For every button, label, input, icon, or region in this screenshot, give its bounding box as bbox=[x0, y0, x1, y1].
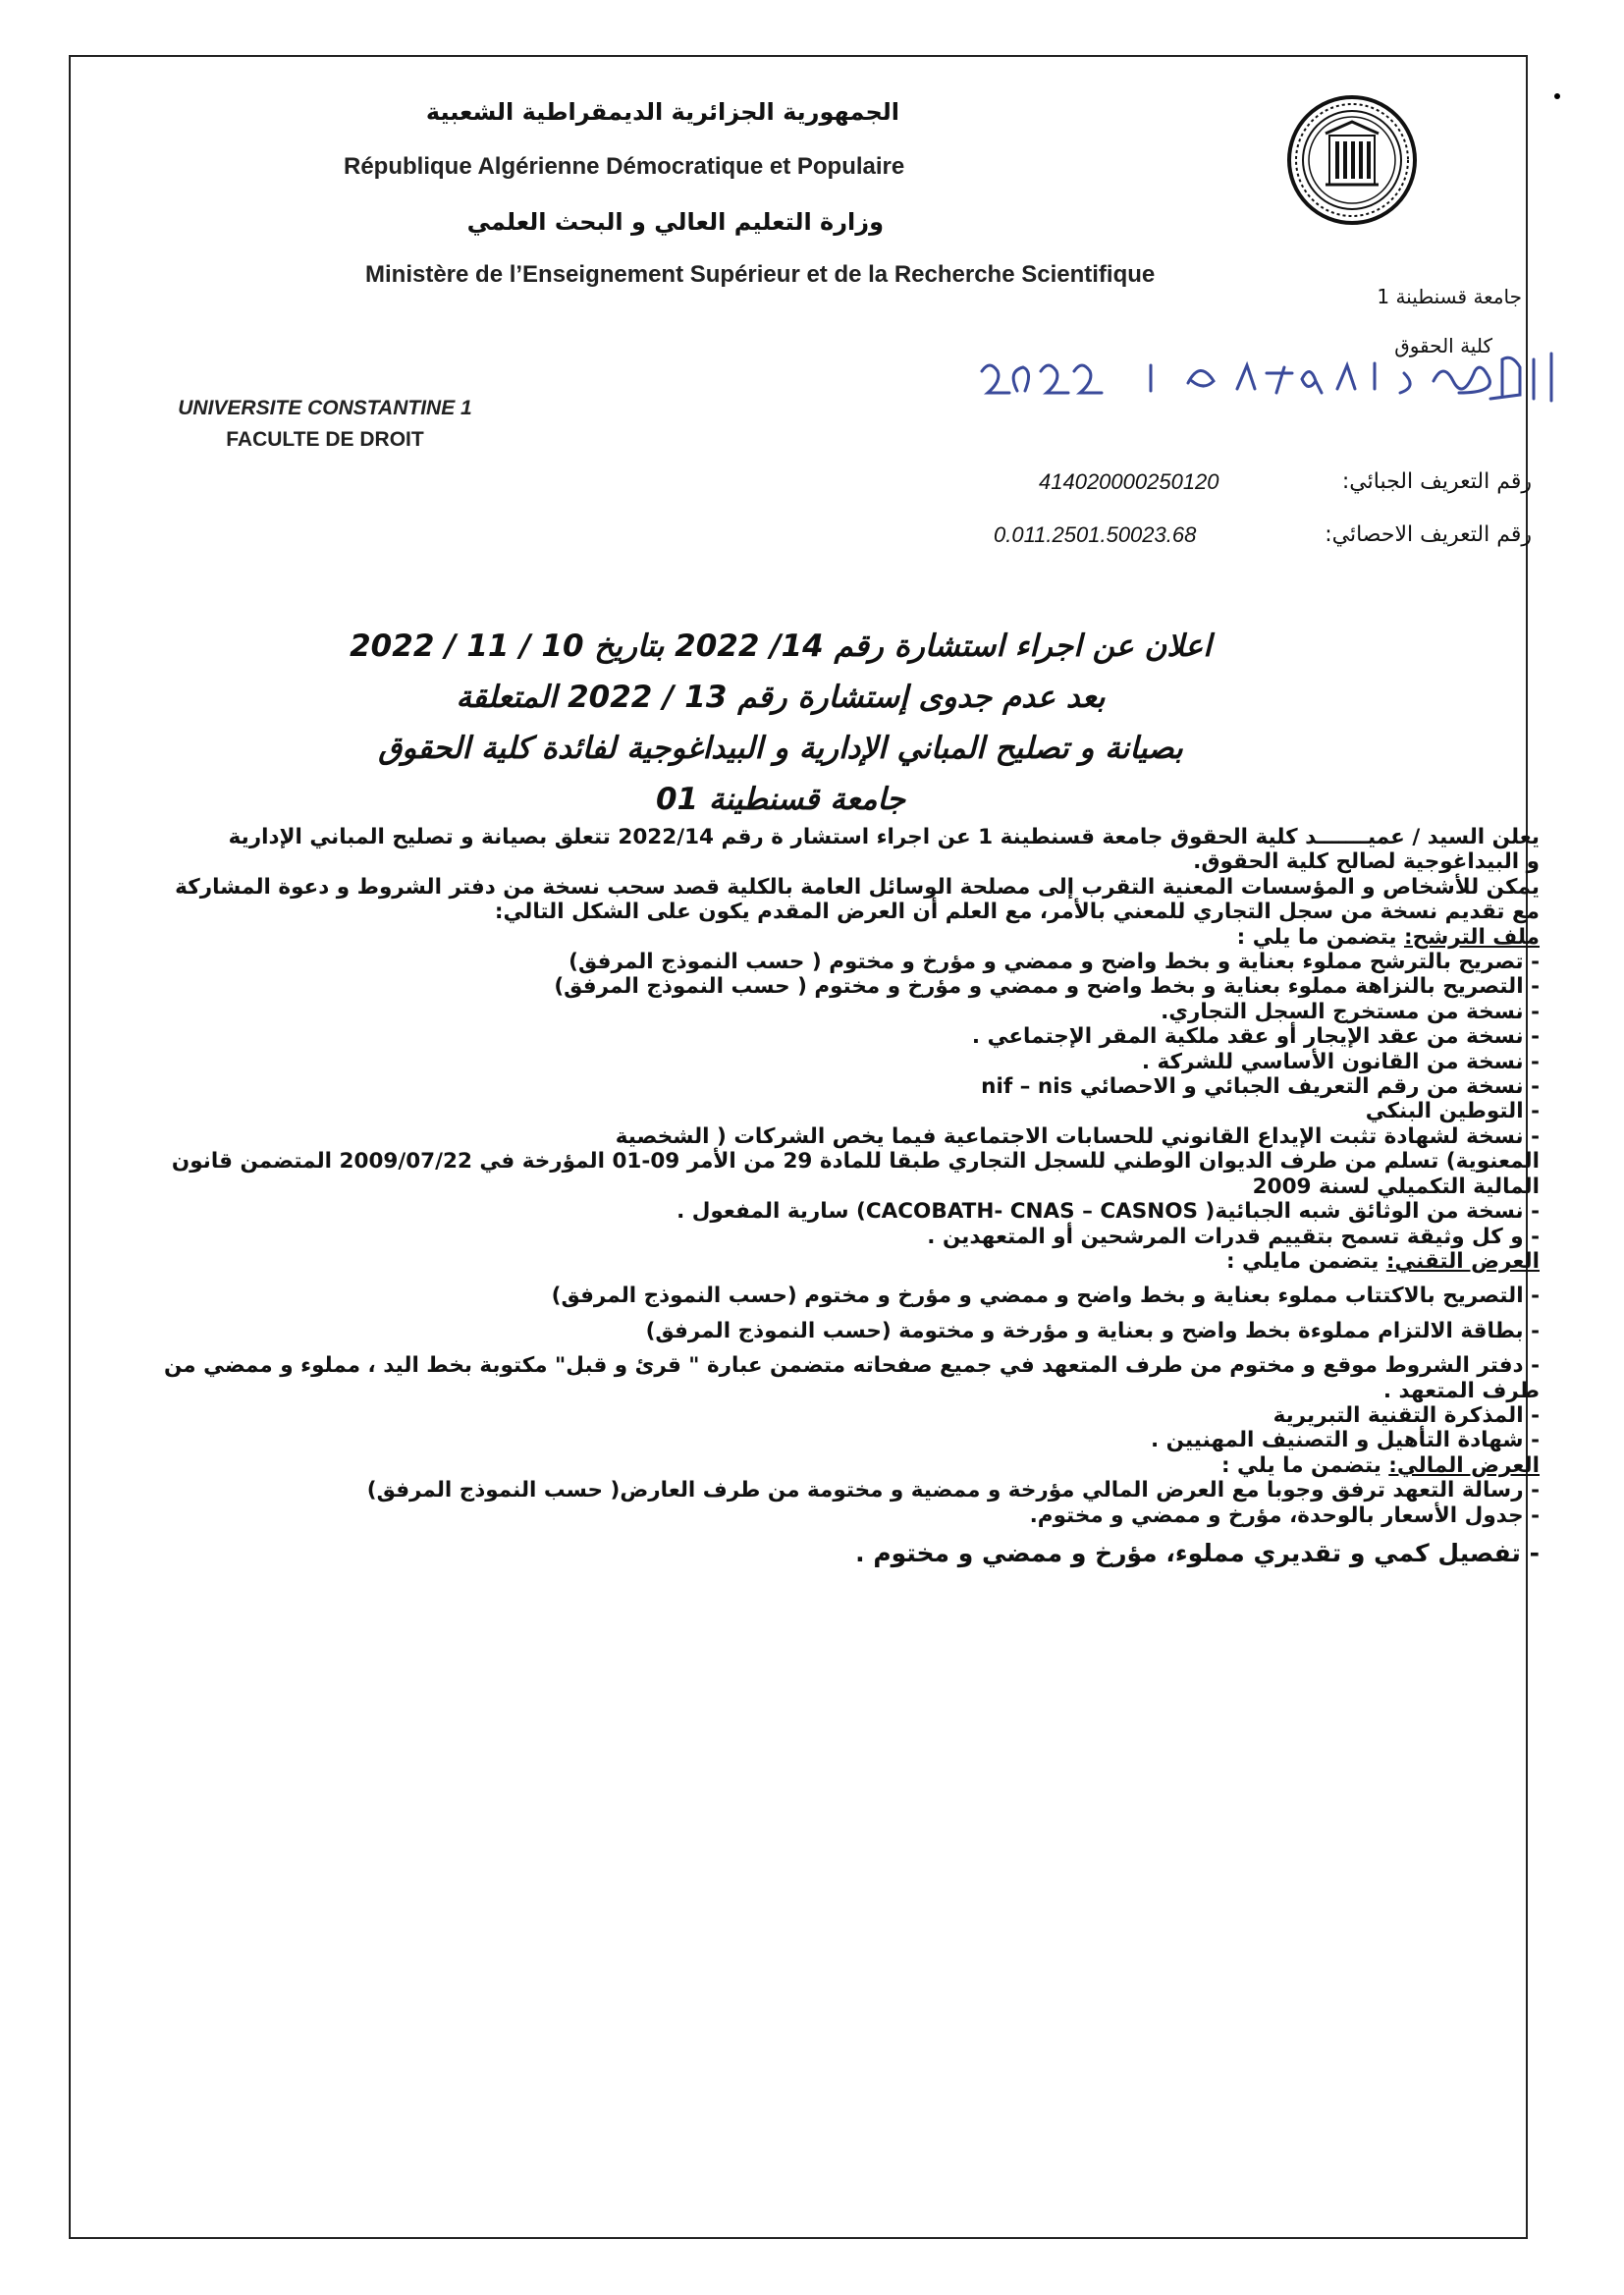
financial-item: - تفصيل كمي و تقديري مملوء، مؤرخ و ممضي و مختوم . bbox=[855, 1538, 1540, 1567]
title-line-4: جامعة قسنطينة 01 bbox=[655, 782, 906, 817]
financial-heading-row bbox=[106, 1453, 1540, 1478]
financial-heading: العرض المالي: bbox=[1388, 1452, 1540, 1478]
faculty-fr: FACULTE DE DROIT bbox=[226, 428, 424, 451]
candidature-item: - نسخة من القانون الأساسي للشركة . bbox=[1141, 1049, 1540, 1074]
candidature-subheading: يتضمن ما يلي : bbox=[1236, 924, 1404, 950]
handwritten-reference bbox=[972, 344, 1571, 422]
fiscal-id-value: 414020000250120 bbox=[1039, 469, 1219, 494]
candidature-item: - نسخة من رقم التعريف الجبائي و الاحصائي nif – nis bbox=[981, 1074, 1540, 1100]
intro-line: و البيداغوجية لصالح كلية الحقوق. bbox=[1193, 849, 1540, 875]
technical-item: طرف المتعهد . bbox=[1382, 1378, 1540, 1403]
candidature-item: المالية التكميلي لسنة 2009 bbox=[1252, 1174, 1540, 1199]
financial-item: - جدول الأسعار بالوحدة، مؤرخ و ممضي و مختوم. bbox=[1029, 1503, 1540, 1528]
faculty-ar: كلية الحقوق bbox=[1394, 334, 1492, 357]
candidature-item: المعنوية) تسلم من طرف الديوان الوطني للسجل التجاري طبقا للمادة 29 من الأمر 09-01 المؤرخة في 2009/07/22 المتضمن قانون bbox=[171, 1149, 1540, 1175]
financial-item: - رسالة التعهد ترفق وجوبا مع العرض المالي مؤرخة و ممضية و مختومة من طرف العارض( حسب النموذج المرفق) bbox=[366, 1478, 1540, 1503]
candidature-heading: ملف الترشح: bbox=[1403, 924, 1540, 950]
candidature-item: - نسخة لشهادة تثبت الإيداع القانوني للحسابات الاجتماعية فيما يخص الشركات ( الشخصية bbox=[615, 1123, 1540, 1149]
candidature-item: - نسخة من الوثائق شبه الجبائية( CACOBATH- CNAS – CASNOS) سارية المفعول . bbox=[677, 1199, 1540, 1225]
ministry-ar: وزارة التعليم العالي و البحث العلمي bbox=[466, 208, 884, 236]
technical-item: - شهادة التأهيل و التصنيف المهنيين . bbox=[1151, 1428, 1540, 1453]
announcement-body bbox=[106, 825, 1540, 1573]
technical-item: - بطاقة الالتزام مملوءة بخط واضح و بعناية و مؤرخة و مختومة (حسب النموذج المرفق) bbox=[645, 1318, 1540, 1343]
university-fr: UNIVERSITE CONSTANTINE 1 bbox=[178, 397, 472, 419]
candidature-item: - تصريح بالترشح مملوء بعناية و بخط واضح و ممضي و مؤرخ و مختوم ( حسب النموذج المرفق) bbox=[568, 950, 1540, 975]
title-line-2: بعد عدم جدوى إستشارة رقم 13 / 2022 المتعلقة bbox=[456, 680, 1106, 715]
candidature-item: - التوطين البنكي bbox=[1365, 1099, 1540, 1124]
university-ar: جامعة قسنطينة 1 bbox=[1377, 285, 1522, 308]
stat-id-label: رقم التعريف الاحصائي: bbox=[1325, 522, 1532, 547]
candidature-item: - التصريح بالنزاهة مملوء بعناية و بخط واضح و ممضي و مؤرخ و مختوم ( حسب النموذج المرفق) bbox=[554, 974, 1540, 1000]
candidature-item: - و كل وثيقة تسمح بتقييم قدرات المرشحين أو المتعهدين . bbox=[927, 1224, 1540, 1249]
republic-ar: الجمهورية الجزائرية الديمقراطية الشعبية bbox=[425, 98, 899, 126]
technical-item: - التصريح بالاكتتاب مملوء بعناية و بخط واضح و ممضي و مؤرخ و مختوم (حسب النموذج المرفق) bbox=[551, 1284, 1540, 1309]
technical-heading: العرض التقني: bbox=[1385, 1248, 1540, 1274]
ministry-fr: Ministère de l’Enseignement Supérieur et de la Recherche Scientifique bbox=[365, 261, 1156, 288]
intro-line: يعلن السيد / عميـــــــد كلية الحقوق جامعة قسنطينة 1 عن اجراء استشار ة رقم 2022/14 تتعلق بصيانة و تصليح المباني الإدارية bbox=[228, 825, 1540, 849]
title-line-1: اعلان عن اجراء استشارة رقم 14/ 2022 بتاريخ 10 / 11 / 2022 bbox=[350, 628, 1212, 664]
technical-item: - المذكرة التقنية التبريرية bbox=[1272, 1402, 1540, 1428]
technical-heading-row bbox=[106, 1249, 1540, 1274]
corner-mark bbox=[1554, 93, 1560, 99]
title-line-3: بصيانة و تصليح المباني الإدارية و البيداغوجية لفائدة كلية الحقوق bbox=[378, 731, 1183, 766]
intro-line: مع تقديم نسخة من سجل التجاري للمعني بالأمر، مع العلم أن العرض المقدم يكون على الشكل التالي: bbox=[494, 900, 1540, 925]
technical-item: - دفتر الشروط موقع و مختوم من طرف المتعهد في جميع صفحاته متضمن عبارة " قرئ و قبل" مكتوبة بخط اليد ، مملوء و ممضي من bbox=[163, 1353, 1540, 1379]
republic-fr: République Algérienne Démocratique et Populaire bbox=[344, 153, 905, 180]
technical-subheading: يتضمن مايلي : bbox=[1225, 1248, 1386, 1274]
candidature-item: - نسخة من مستخرج السجل التجاري. bbox=[1161, 999, 1540, 1024]
stat-id-value: 0.011.2501.50023.68 bbox=[994, 522, 1197, 547]
candidature-item: - نسخة من عقد الإيجار أو عقد ملكية المقر الإجتماعي . bbox=[971, 1024, 1540, 1050]
university-seal bbox=[1286, 94, 1418, 226]
candidature-heading-row bbox=[106, 925, 1540, 950]
financial-subheading: يتضمن ما يلي : bbox=[1220, 1452, 1389, 1478]
fiscal-id-label: رقم التعريف الجبائي: bbox=[1341, 469, 1532, 494]
intro-line: يمكن للأشخاص و المؤسسات المعنية التقرب إلى مصلحة الوسائل العامة بالكلية قصد سحب نسخة من دفتر الشروط و دعوة المشاركة bbox=[175, 874, 1540, 900]
